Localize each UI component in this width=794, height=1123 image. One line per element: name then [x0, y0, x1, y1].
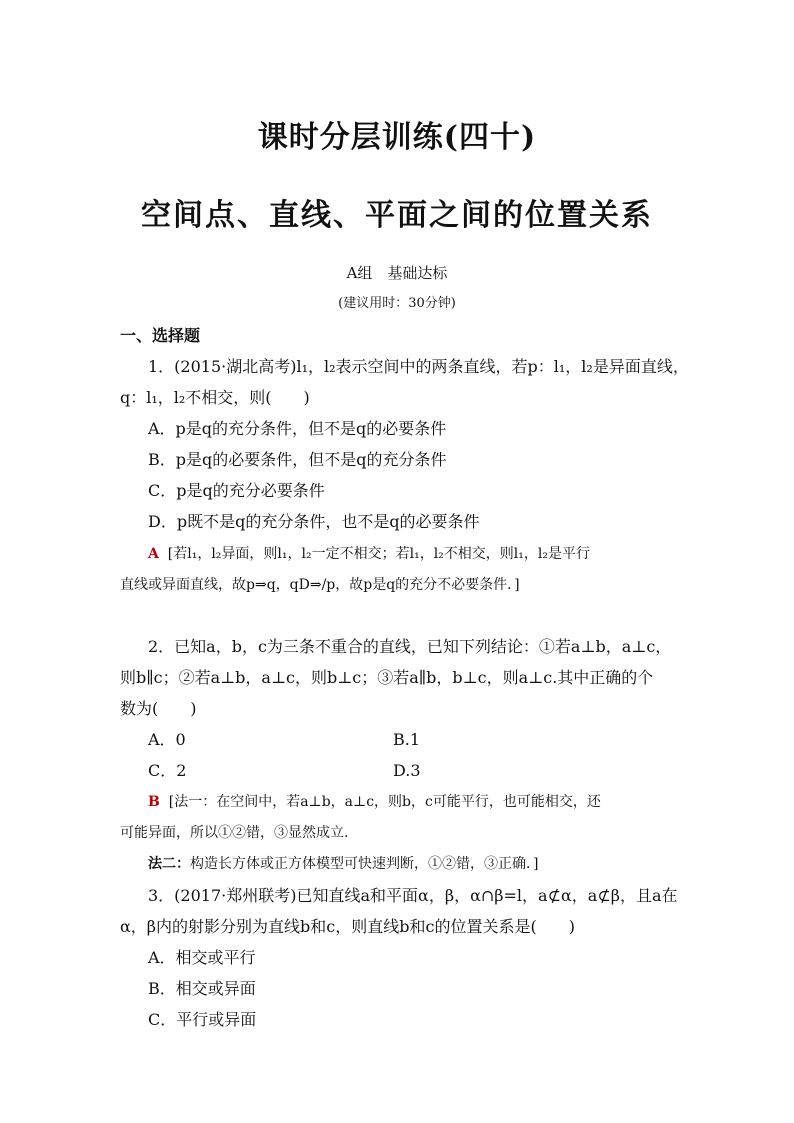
- q1-answer-line1: [148, 544, 590, 564]
- q2-answer-method2-label: 法二：: [148, 856, 190, 872]
- q1-option-b: B．p是q的必要条件，但不是q的充分条件: [148, 450, 447, 469]
- q2-option-d: D.3: [393, 761, 421, 780]
- q2-option-a: A．0: [148, 730, 186, 749]
- q2-option-c: C．2: [148, 761, 187, 780]
- time-hint: (建议用时：30分钟): [338, 296, 456, 311]
- q2-answer-letter: B: [148, 794, 160, 810]
- group-label: A组 基础达标: [346, 264, 448, 282]
- q1-stem-line2: q：l₁，l₂不相交，则( ): [120, 388, 310, 407]
- q2-answer-line1: [148, 792, 601, 812]
- q1-answer-text1: [若l₁，l₂异面，则l₁，l₂一定不相交；若l₁，l₂不相交，则l₁，l₂是平行: [167, 546, 590, 562]
- q2-option-b: B.1: [393, 730, 421, 749]
- q1-option-a: A．p是q的充分条件，但不是q的必要条件: [148, 419, 447, 438]
- q3-option-a: A．相交或平行: [148, 948, 256, 967]
- q1-option-d: D．p既不是q的充分条件，也不是q的必要条件: [148, 512, 480, 531]
- q2-answer-text1: [法一：在空间中，若a⊥b，a⊥c，则b，c可能平行，也可能相交，还: [168, 794, 601, 810]
- q2-answer-line2: 可能异面，所以①②错，③显然成立.: [120, 825, 349, 841]
- q1-answer-line2: 直线或异面直线，故p⇒q，qD⇒/p，故p是q的充分不必要条件．]: [120, 577, 520, 593]
- q3-option-b: B．相交或异面: [148, 979, 256, 998]
- q3-option-c: C．平行或异面: [148, 1010, 257, 1029]
- q2-stem-line1: 2．已知a，b，c为三条不重合的直线，已知下列结论：①若a⊥b，a⊥c，: [148, 637, 672, 656]
- q2-stem-line2: 则b∥c；②若a⊥b，a⊥c，则b⊥c；③若a∥b，b⊥c，则a⊥c.其中正确的个: [120, 668, 654, 687]
- q1-option-c: C．p是q的充分必要条件: [148, 481, 325, 500]
- q2-answer-text3: 构造长方体或正方体模型可快速判断，①②错，③正确．]: [190, 856, 539, 872]
- q3-stem-line2: α，β内的射影分别为直线b和c，则直线b和c的位置关系是( ): [120, 917, 575, 936]
- page-title: 课时分层训练(四十): [257, 120, 537, 155]
- q2-answer-line3: [148, 854, 538, 874]
- q1-stem-line1: 1．(2015·湖北高考)l₁，l₂表示空间中的两条直线，若p：l₁，l₂是异面直线，: [148, 357, 689, 376]
- section-heading: 一、选择题: [120, 326, 201, 345]
- q1-answer-letter: A: [148, 546, 159, 562]
- q2-stem-line3: 数为( ): [120, 699, 197, 718]
- page-subtitle: 空间点、直线、平面之间的位置关系: [141, 198, 653, 233]
- q3-stem-line1: 3．(2017·郑州联考)已知直线a和平面α，β，α∩β=l，a⊄α，a⊄β，且a在: [148, 886, 678, 905]
